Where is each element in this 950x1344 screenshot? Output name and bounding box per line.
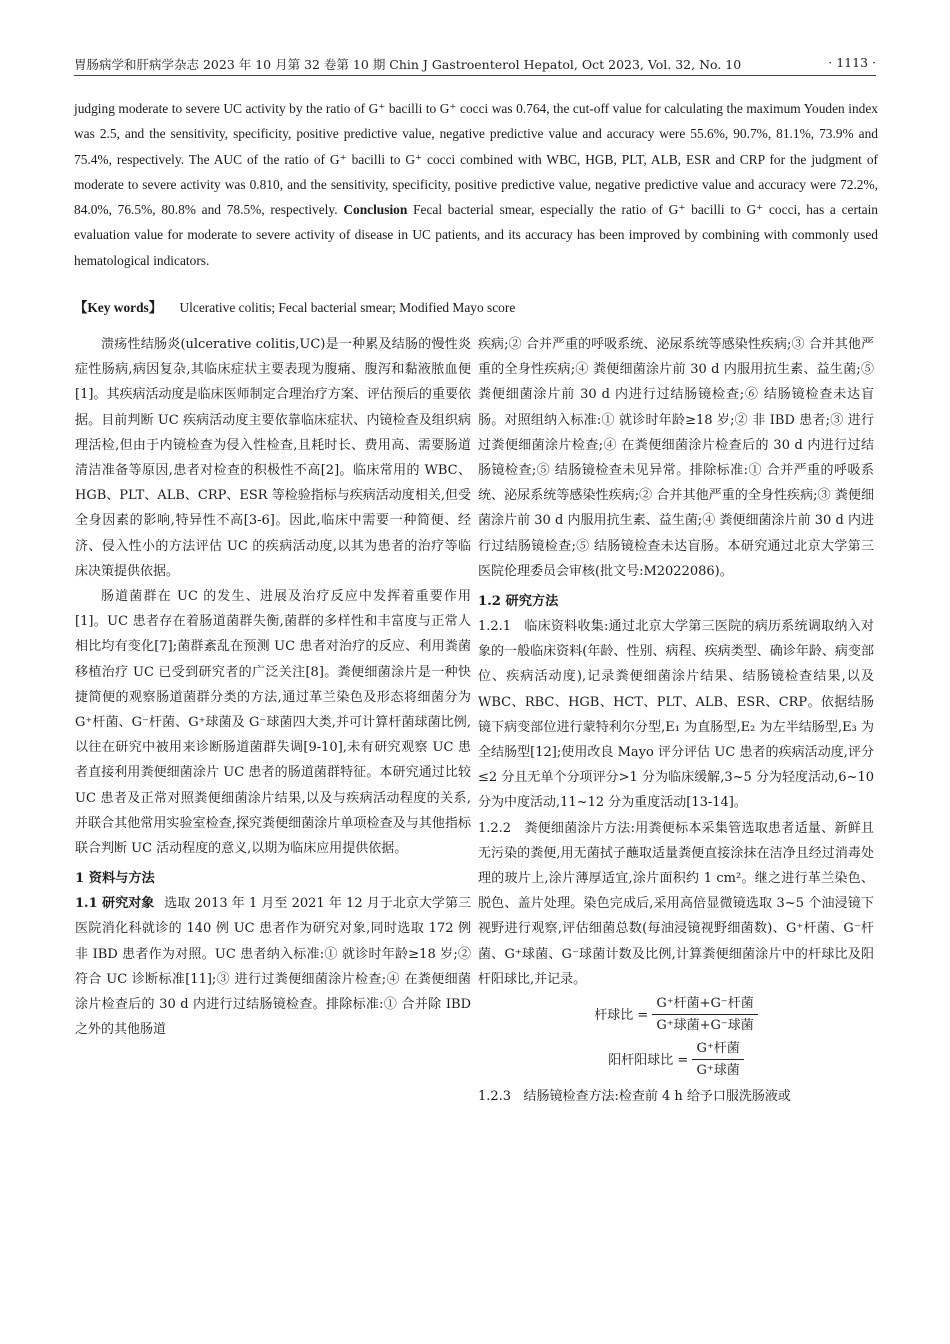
section-1-2-3-label: 1.2.3 <box>478 1089 512 1105</box>
abstract-english <box>74 96 878 273</box>
left-column <box>75 332 471 1042</box>
abstract-results: judging moderate to severe UC activity by the ratio of G⁺ bacilli to G⁺ cocci was 0.764, the cut-off value for calculating the maximum Youden index was 2.5, and the sensitivity, specificity, positive predictive value, negative predictive value and accuracy were 55.6%, 90.7%, 81.1%, 73.9% and 75.4%, respectively. The AUC of the ratio of G⁺ bacilli to G⁺ cocci combined with WBC, HGB, PLT, ALB, ESR and CRP for the judgment of moderate to severe activity was 0.810, and the sensitivity, specificity, positive predictive value, negative predictive value and accuracy were 72.2%, 84.0%, 76.5%, 80.8% and 78.5%, respectively. <box>74 101 878 218</box>
section-1-2-2-text: 粪便细菌涂片方法:用粪便标本采集管选取患者适量、新鲜且无污染的粪便,用无菌拭子蘸取适量粪便直接涂抹在洁净且经过消毒处理的玻片上,涂片薄厚适宜,涂片面积约 1 cm²。继之进行革兰染色、脱色、盖片处理。染色完成后,采用高倍显微镜选取 3~5 个油浸镜下视野进行观察,评估细菌总数(每油浸镜视野细菌数)、G⁺杆菌、G⁻杆菌、G⁺球菌、G⁻球菌计数及比例,计算粪便细菌涂片中的杆球比及阳杆阳球比,并记录。 <box>478 820 874 987</box>
keywords <box>74 297 878 319</box>
section-1-1-label: 1.1 研究对象 <box>75 896 155 912</box>
journal-info: 胃肠病学和肝病学杂志 2023 年 10 月第 32 卷第 10 期 Chin J Gastroenterol Hepatol, Oct 2023, Vol. 32, No. 10 <box>74 57 742 72</box>
intro-paragraph-1: 溃疡性结肠炎(ulcerative colitis,UC)是一种累及结肠的慢性炎症性肠病,病因复杂,其临床症状主要表现为腹痛、腹泻和黏液脓血便[1]。其疾病活动度是临床医师制定合理治疗方案、评估预后的重要依据。目前判断 UC 疾病活动度主要依靠临床症状、内镜检查及组织病理活检,但由于内镜检查为侵入性检查,且耗时长、费用高、需要肠道清洁准备等原因,患者对检查的积极性不高[2]。临床常用的 WBC、HGB、PLT、ALB、CRP、ESR 等检验指标与疾病活动度相关,但受全身因素的影响,特异性不高[3-6]。因此,临床中需要一种简便、经济、侵入性小的方法评估 UC 的疾病活动度,以其为患者的治疗等临床决策提供依据。 <box>75 337 471 579</box>
section-1-2-2-label: 1.2.2 <box>478 820 512 836</box>
running-header <box>74 55 876 76</box>
right-column <box>478 332 874 1109</box>
criteria-paragraph: 疾病;② 合并严重的呼吸系统、泌尿系统等感染性疾病;③ 合并其他严重的全身性疾病;④ 粪便细菌涂片前 30 d 内服用抗生素、益生菌;⑤ 粪便细菌涂片前 30 d 内进行过结肠镜检查;⑥ 结肠镜检查未达盲肠。对照组纳入标准:① 就诊时年龄≥18 岁;② 非 IBD 患者;③ 进行过粪便细菌涂片检查;④ 在粪便细菌涂片检查后的 30 d 内进行过结肠镜检查;⑤ 结肠镜检查未见异常。排除标准:① 合并严重的呼吸系统、泌尿系统等感染性疾病;② 合并其他严重的全身性疾病;③ 粪便细菌涂片前 30 d 内服用抗生素、益生菌;④ 粪便细菌涂片前 30 d 内进行过结肠镜检查;⑤ 结肠镜检查未达盲肠。本研究通过北京大学第三医院伦理委员会审核(批文号:M2022086)。 <box>478 337 874 579</box>
section-1-2-heading: 1.2 研究方法 <box>478 594 559 610</box>
formula-1-fraction <box>652 994 757 1037</box>
keywords-text: Ulcerative colitis; Fecal bacterial smear; Modified Mayo score <box>179 300 516 315</box>
section-1-2-1 <box>478 614 874 816</box>
abstract-conclusion: Fecal bacterial smear, especially the ratio of G⁺ bacilli to G⁺ cocci, has a certain evaluation value for moderate to severe activity of disease in UC patients, and its accuracy has been improved by combining with commonly used hematological indicators. <box>74 202 878 268</box>
section-1-heading: 1 资料与方法 <box>75 871 155 887</box>
section-1-2-2 <box>478 816 874 992</box>
page-number: · 1113 · <box>828 55 876 70</box>
section-1-2-1-text: 临床资料收集:通过北京大学第三医院的病历系统调取纳入对象的一般临床资料(年龄、性别、病程、疾病类型、确诊年龄、病变部位、疾病活动度),记录粪便细菌涂片结果、结肠镜检查结果,以及 WBC、RBC、HGB、HCT、PLT、ALB、ESR、CRP。依据结肠镜下病变部位进行蒙特利尔分型,E₁ 为直肠型,E₂ 为左半结肠型,E₃ 为全结肠型[12];使用改良 Mayo 评分评估 UC 患者的疾病活动度,评分≤2 分且无单个分项评分>1 分为临床缓解,3~5 分为轻度活动,6~10 分为中度活动,11~12 分为重度活动[13-14]。 <box>478 619 874 811</box>
formula-rod-coccus-ratio <box>478 994 874 1037</box>
formula-positive-ratio <box>478 1039 874 1082</box>
formula-1-denominator: G⁺球菌+G⁻球菌 <box>656 1018 754 1034</box>
formula-2-fraction <box>692 1039 743 1082</box>
formula-2-denominator: G⁺球菌 <box>696 1063 740 1079</box>
formula-1-numerator: G⁺杆菌+G⁻杆菌 <box>652 994 757 1015</box>
section-1-1-text: 选取 2013 年 1 月至 2021 年 12 月于北京大学第三医院消化科就诊的 140 例 UC 患者作为研究对象,同时选取 172 例非 IBD 患者作为对照。UC 患者纳入标准:① 就诊时年龄≥18 岁;② 符合 UC 诊断标准[11];③ 进行过粪便细菌涂片检查;④ 在粪便细菌涂片检查后的 30 d 内进行过结肠镜检查。排除标准:① 合并除 IBD 之外的其他肠道 <box>75 896 471 1038</box>
section-1-2-1-label: 1.2.1 <box>478 619 512 635</box>
intro-paragraph-2: 肠道菌群在 UC 的发生、进展及治疗反应中发挥着重要作用[1]。UC 患者存在着肠道菌群失衡,菌群的多样性和丰富度与正常人相比均有变化[7];菌群紊乱在预测 UC 患者对治疗的反应、利用粪菌移植治疗 UC 已受到研究者的广泛关注[8]。粪便细菌涂片是一种快捷简便的观察肠道菌群分类的方法,通过革兰染色及形态将细菌分为 G⁺杆菌、G⁻杆菌、G⁺球菌及 G⁻球菌四大类,并可计算杆菌球菌比例,以往在研究中被用来诊断肠道菌群失调[9-10],未有研究观察 UC 患者直接利用粪便细菌涂片 UC 患者的肠道菌群特征。本研究通过比较 UC 患者及正常对照粪便细菌涂片结果,以及与疾病活动程度的关系,并联合其他常用实验室检查,探究粪便细菌涂片单项检查及与其他指标联合判断 UC 活动程度的意义,以期为临床应用提供依据。 <box>75 589 471 857</box>
section-1-2-3-text: 结肠镜检查方法:检查前 4 h 给予口服洗肠液或 <box>523 1089 791 1105</box>
section-1-2-3 <box>478 1084 874 1109</box>
conclusion-label: Conclusion <box>343 202 408 218</box>
formula-2-lhs: 阳杆阳球比 = <box>608 1052 689 1068</box>
section-1-1 <box>75 891 471 1042</box>
formula-1-lhs: 杆球比 = <box>594 1007 649 1023</box>
keywords-label: 【Key words】 <box>74 300 163 315</box>
formula-2-numerator: G⁺杆菌 <box>692 1039 743 1060</box>
